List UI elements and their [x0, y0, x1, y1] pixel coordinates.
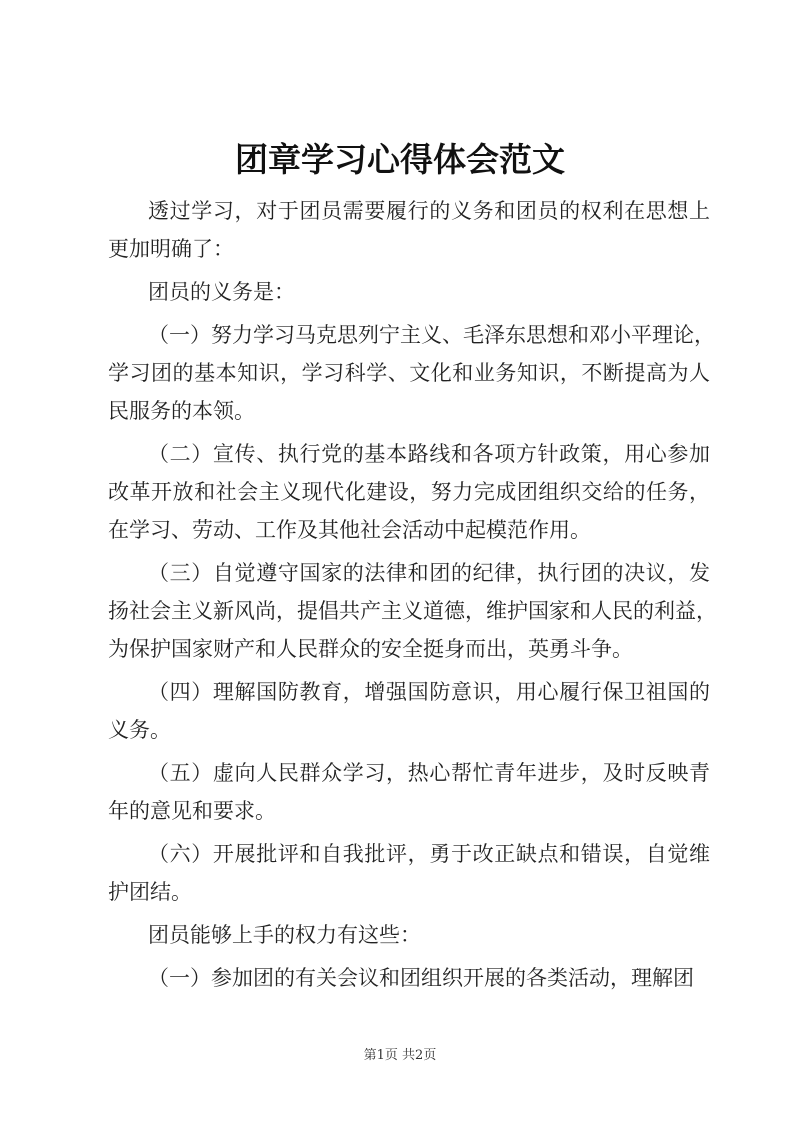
paragraph-line: 为保护国家财产和人民群众的安全挺身而出，英勇斗争。: [108, 637, 633, 661]
paragraph-line: 改革开放和社会主义现代化建设，努力完成团组织交给的任务，: [108, 480, 710, 504]
paragraph-line: 护团结。: [108, 880, 192, 904]
paragraph-line: （六）开展批评和自我批评，勇于改正缺点和错误，自觉维: [148, 842, 710, 866]
paragraph-line: 团员的义务是：: [148, 280, 295, 304]
paragraph: [108, 673, 710, 749]
paragraph-line: 年的意见和要求。: [108, 799, 276, 823]
paragraph: [108, 192, 710, 268]
paragraph-line: （二）宣传、执行党的基本路线和各项方针政策，用心参加: [148, 442, 710, 466]
paragraph-line: （一）努力学习马克思列宁主义、毛泽东思想和邓小平理论，: [148, 323, 715, 347]
paragraph: [108, 273, 710, 311]
paragraph: [108, 316, 715, 430]
document-title: 团章学习心得体会范文: [235, 140, 565, 179]
paragraph-line: （三）自觉遵守国家的法律和团的纪律，执行团的决议，发: [148, 561, 710, 585]
paragraph-line: （四）理解国防教育，增强国防意识，用心履行保卫祖国的: [148, 680, 710, 704]
paragraph: [108, 554, 717, 668]
paragraph-line: 在学习、劳动、工作及其他社会活动中起模范作用。: [108, 518, 591, 542]
paragraph-line: 民服务的本领。: [108, 399, 255, 423]
paragraph-line: 透过学习，对于团员需要履行的义务和团员的权利在思想上: [148, 199, 710, 223]
document-body: [108, 192, 717, 1002]
paragraph: [108, 835, 710, 911]
paragraph-line: 更加明确了：: [108, 237, 234, 261]
paragraph-line: （一）参加团的有关会议和团组织开展的各类活动，理解团: [148, 966, 694, 990]
paragraph: [108, 754, 710, 830]
paragraph: [108, 916, 710, 954]
paragraph: [108, 959, 710, 997]
paragraph-line: 扬社会主义新风尚，提倡共产主义道德，维护国家和人民的利益，: [108, 599, 717, 623]
paragraph-line: （五）虚向人民群众学习，热心帮忙青年进步，及时反映青: [148, 761, 710, 785]
page-footer: 第1页 共2页: [363, 1048, 437, 1063]
paragraph-line: 义务。: [108, 718, 171, 742]
paragraph-line: 团员能够上手的权力有这些：: [148, 923, 421, 947]
paragraph: [108, 435, 710, 549]
paragraph-line: 学习团的基本知识，学习科学、文化和业务知识，不断提高为人: [108, 361, 710, 385]
